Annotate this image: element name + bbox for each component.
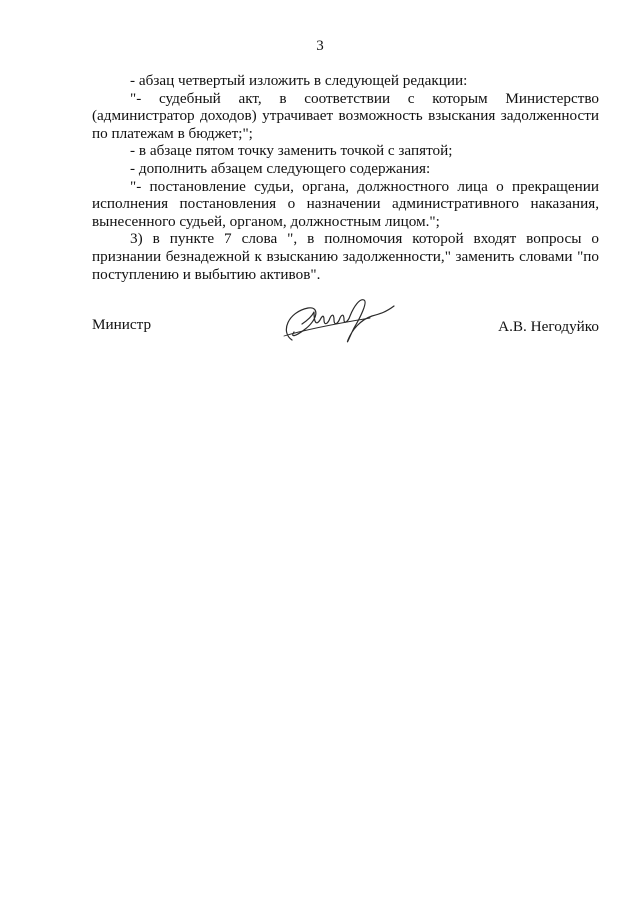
paragraph-4: - дополнить абзацем следующего содержания: [130, 159, 431, 177]
page-number: 3 [316, 38, 324, 54]
paragraph-3: - в абзаце пятом точку заменить точкой с запятой; [130, 142, 453, 160]
signatory-name: А.В. Негодуйко [498, 318, 599, 335]
document-body [92, 72, 599, 283]
signatory-title: Министр [92, 316, 152, 333]
paragraph-6: 3) в пункте 7 слова ", в полномочия которой входят вопросы о признании безнадежной к взысканию задолженности," заменить словами "по поступлению и выбытию активов". [92, 230, 599, 283]
paragraph-1: - абзац четвертый изложить в следующей редакции: [130, 72, 468, 89]
paragraph-2: "- судебный акт, в соответствии с которым Министерство (администратор доходов) утрачивает возможность взыскания задолженности по платежам в бюджет;"; [92, 89, 599, 142]
signature-block [92, 290, 599, 350]
paragraph-5: "- постановление судьи, органа, должностного лица о прекращении исполнения постановления о назначении административного наказания, вынесенного судьей, органом, должностным лицом."; [92, 177, 599, 230]
handwritten-signature [274, 290, 404, 350]
